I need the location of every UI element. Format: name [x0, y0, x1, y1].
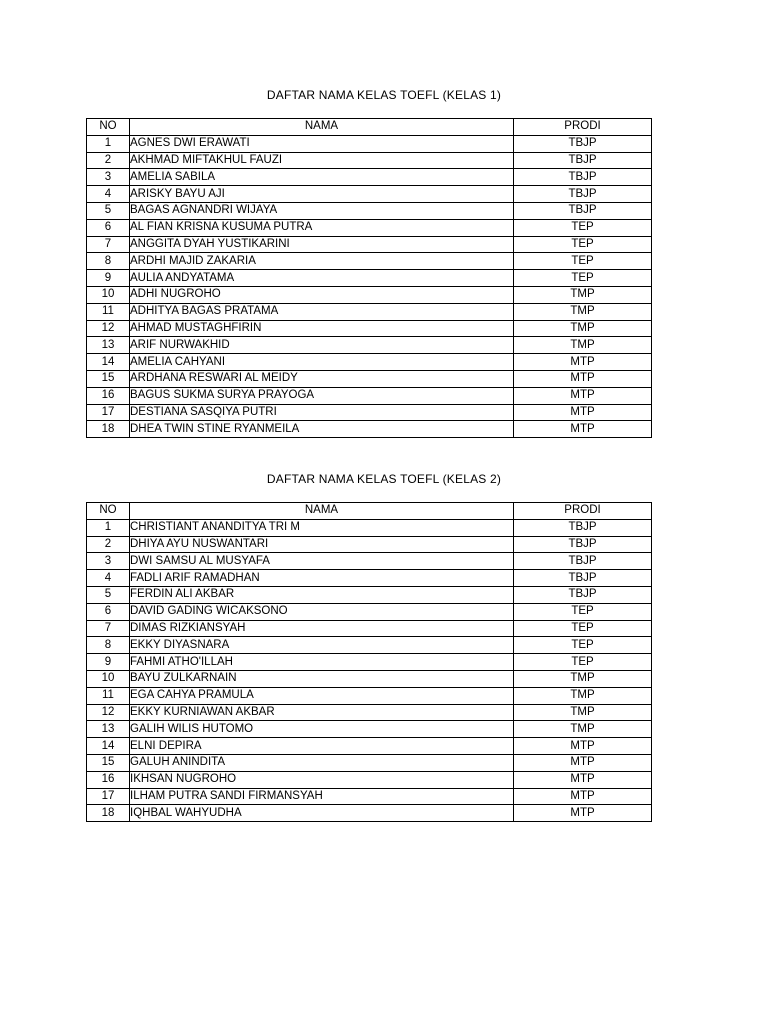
table-row [87, 519, 652, 536]
table-row [87, 270, 652, 287]
cell-prodi: TEP [514, 620, 652, 637]
table-header-row [87, 119, 652, 136]
cell-nama: ADHITYA BAGAS PRATAMA [130, 303, 514, 320]
cell-nama: DESTIANA SASQIYA PUTRI [130, 404, 514, 421]
cell-nama: EGA CAHYA PRAMULA [130, 687, 514, 704]
cell-no: 17 [87, 404, 130, 421]
cell-prodi: TMP [514, 303, 652, 320]
cell-nama: BAGAS AGNANDRI WIJAYA [130, 202, 514, 219]
table-row [87, 654, 652, 671]
cell-no: 5 [87, 586, 130, 603]
class-2-title: DAFTAR NAMA KELAS TOEFL (KELAS 2) [266, 472, 502, 486]
cell-no: 4 [87, 186, 130, 203]
cell-no: 12 [87, 704, 130, 721]
cell-no: 3 [87, 553, 130, 570]
cell-nama: ILHAM PUTRA SANDI FIRMANSYAH [130, 788, 514, 805]
cell-no: 9 [87, 654, 130, 671]
cell-no: 6 [87, 603, 130, 620]
cell-nama: ARIF NURWAKHID [130, 337, 514, 354]
cell-no: 13 [87, 337, 130, 354]
table-row [87, 805, 652, 822]
cell-prodi: TEP [514, 603, 652, 620]
cell-nama: FAHMI ATHO'ILLAH [130, 654, 514, 671]
cell-no: 2 [87, 152, 130, 169]
table-row [87, 788, 652, 805]
class-1-title: DAFTAR NAMA KELAS TOEFL (KELAS 1) [266, 88, 502, 102]
table-row [87, 169, 652, 186]
cell-prodi: TBJP [514, 202, 652, 219]
header-nama: NAMA [130, 119, 514, 136]
cell-prodi: TBJP [514, 586, 652, 603]
cell-no: 17 [87, 788, 130, 805]
cell-no: 14 [87, 738, 130, 755]
cell-no: 15 [87, 754, 130, 771]
cell-nama: ARDHANA RESWARI AL MEIDY [130, 370, 514, 387]
table-row [87, 303, 652, 320]
cell-nama: AHMAD MUSTAGHFIRIN [130, 320, 514, 337]
header-prodi: PRODI [514, 119, 652, 136]
cell-nama: IQHBAL WAHYUDHA [130, 805, 514, 822]
table-row [87, 286, 652, 303]
cell-prodi: TBJP [514, 553, 652, 570]
cell-nama: EKKY KURNIAWAN AKBAR [130, 704, 514, 721]
cell-prodi: TEP [514, 236, 652, 253]
cell-no: 16 [87, 387, 130, 404]
table-row [87, 704, 652, 721]
cell-no: 5 [87, 202, 130, 219]
cell-nama: IKHSAN NUGROHO [130, 771, 514, 788]
cell-nama: DWI SAMSU AL MUSYAFA [130, 553, 514, 570]
class-2-table [86, 502, 652, 822]
cell-no: 11 [87, 687, 130, 704]
cell-nama: BAGUS SUKMA SURYA PRAYOGA [130, 387, 514, 404]
cell-no: 15 [87, 370, 130, 387]
header-no: NO [87, 119, 130, 136]
table-row [87, 637, 652, 654]
table-row [87, 135, 652, 152]
table-row [87, 603, 652, 620]
table-header-row [87, 503, 652, 520]
cell-nama: ANGGITA DYAH YUSTIKARINI [130, 236, 514, 253]
table-row [87, 253, 652, 270]
cell-no: 13 [87, 721, 130, 738]
header-nama: NAMA [130, 503, 514, 520]
cell-no: 10 [87, 286, 130, 303]
cell-prodi: TBJP [514, 169, 652, 186]
cell-nama: GALUH ANINDITA [130, 754, 514, 771]
cell-prodi: MTP [514, 738, 652, 755]
cell-prodi: TBJP [514, 135, 652, 152]
cell-nama: FERDIN ALI AKBAR [130, 586, 514, 603]
table-row [87, 236, 652, 253]
cell-prodi: TMP [514, 320, 652, 337]
table-row [87, 421, 652, 438]
table-row [87, 687, 652, 704]
cell-nama: CHRISTIANT ANANDITYA TRI M [130, 519, 514, 536]
class-1-rows [87, 135, 652, 437]
table-row [87, 553, 652, 570]
cell-prodi: MTP [514, 421, 652, 438]
table-row [87, 219, 652, 236]
cell-no: 3 [87, 169, 130, 186]
cell-prodi: MTP [514, 370, 652, 387]
table-row [87, 754, 652, 771]
cell-no: 1 [87, 519, 130, 536]
cell-no: 18 [87, 421, 130, 438]
cell-nama: AL FIAN KRISNA KUSUMA PUTRA [130, 219, 514, 236]
cell-prodi: TMP [514, 721, 652, 738]
table-row [87, 404, 652, 421]
header-prodi: PRODI [514, 503, 652, 520]
cell-prodi: TEP [514, 637, 652, 654]
cell-nama: AMELIA CAHYANI [130, 354, 514, 371]
cell-nama: ARISKY BAYU AJI [130, 186, 514, 203]
cell-prodi: TBJP [514, 186, 652, 203]
table-row [87, 354, 652, 371]
cell-nama: ARDHI MAJID ZAKARIA [130, 253, 514, 270]
table-row [87, 337, 652, 354]
table-row [87, 738, 652, 755]
cell-nama: AMELIA SABILA [130, 169, 514, 186]
cell-no: 7 [87, 620, 130, 637]
cell-prodi: TMP [514, 687, 652, 704]
table-row [87, 387, 652, 404]
cell-prodi: TMP [514, 670, 652, 687]
class-1-table [86, 118, 652, 438]
cell-nama: DAVID GADING WICAKSONO [130, 603, 514, 620]
cell-prodi: TEP [514, 654, 652, 671]
cell-prodi: TBJP [514, 536, 652, 553]
cell-no: 1 [87, 135, 130, 152]
cell-prodi: TEP [514, 270, 652, 287]
header-no: NO [87, 503, 130, 520]
cell-no: 10 [87, 670, 130, 687]
table-row [87, 771, 652, 788]
cell-no: 6 [87, 219, 130, 236]
cell-prodi: MTP [514, 771, 652, 788]
cell-nama: DIMAS RIZKIANSYAH [130, 620, 514, 637]
cell-nama: GALIH WILIS HUTOMO [130, 721, 514, 738]
table-row [87, 370, 652, 387]
cell-prodi: MTP [514, 387, 652, 404]
cell-prodi: TBJP [514, 570, 652, 587]
cell-no: 9 [87, 270, 130, 287]
cell-no: 2 [87, 536, 130, 553]
cell-nama: AULIA ANDYATAMA [130, 270, 514, 287]
table-row [87, 202, 652, 219]
cell-prodi: TMP [514, 704, 652, 721]
cell-nama: ADHI NUGROHO [130, 286, 514, 303]
cell-prodi: MTP [514, 754, 652, 771]
cell-prodi: MTP [514, 354, 652, 371]
table-row [87, 721, 652, 738]
cell-nama: AGNES DWI ERAWATI [130, 135, 514, 152]
cell-prodi: TBJP [514, 152, 652, 169]
cell-prodi: MTP [514, 404, 652, 421]
cell-prodi: TMP [514, 337, 652, 354]
table-row [87, 536, 652, 553]
cell-nama: AKHMAD MIFTAKHUL FAUZI [130, 152, 514, 169]
table-row [87, 186, 652, 203]
cell-no: 4 [87, 570, 130, 587]
cell-prodi: TEP [514, 219, 652, 236]
table-row [87, 586, 652, 603]
cell-prodi: TEP [514, 253, 652, 270]
class-2-rows [87, 519, 652, 821]
cell-nama: FADLI ARIF RAMADHAN [130, 570, 514, 587]
cell-nama: ELNI DEPIRA [130, 738, 514, 755]
cell-nama: DHIYA AYU NUSWANTARI [130, 536, 514, 553]
cell-no: 14 [87, 354, 130, 371]
cell-nama: BAYU ZULKARNAIN [130, 670, 514, 687]
cell-prodi: MTP [514, 788, 652, 805]
table-row [87, 570, 652, 587]
cell-prodi: MTP [514, 805, 652, 822]
cell-prodi: TBJP [514, 519, 652, 536]
cell-no: 8 [87, 637, 130, 654]
table-row [87, 152, 652, 169]
table-row [87, 670, 652, 687]
cell-no: 8 [87, 253, 130, 270]
cell-no: 16 [87, 771, 130, 788]
cell-nama: DHEA TWIN STINE RYANMEILA [130, 421, 514, 438]
cell-prodi: TMP [514, 286, 652, 303]
cell-no: 11 [87, 303, 130, 320]
table-row [87, 320, 652, 337]
cell-no: 12 [87, 320, 130, 337]
cell-nama: EKKY DIYASNARA [130, 637, 514, 654]
cell-no: 18 [87, 805, 130, 822]
cell-no: 7 [87, 236, 130, 253]
table-row [87, 620, 652, 637]
